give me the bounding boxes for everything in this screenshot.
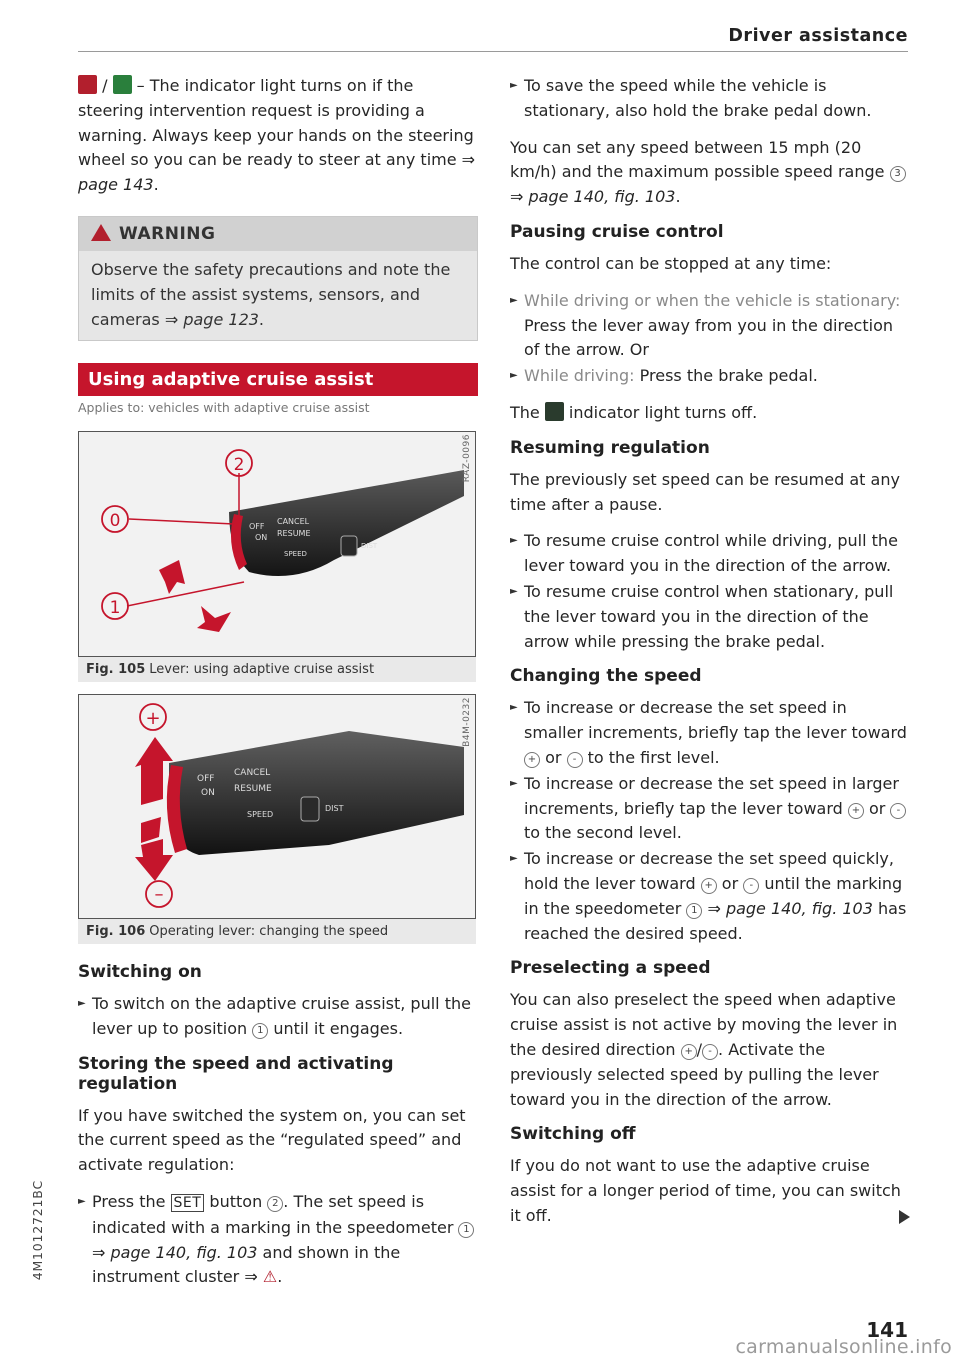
lever-label-on: ON (201, 787, 215, 798)
lever-label-on: ON (255, 532, 268, 542)
list-item: ► To save the speed while the vehicle is stationary, also hold the brake pedal down. (510, 74, 910, 124)
continue-arrow-icon (899, 1210, 910, 1224)
steering-warning-red-icon (78, 75, 97, 94)
list-item: ► To increase or decrease the set speed in smaller increments, briefly tap the lever toward + or - to the first level. (510, 696, 910, 770)
list-item: ► To resume cruise control when stationary, pull the lever toward you in the direction of the arrow while pressing the brake pedal. (510, 580, 910, 654)
lever-label-speed: SPEED (284, 549, 307, 558)
switching-off-paragraph: If you do not want to use the adaptive cruise assist for a longer period of time, you can switch it off. (510, 1154, 910, 1228)
position-marker: 3 (890, 166, 906, 182)
warning-header: WARNING (79, 217, 477, 251)
warning-triangle-icon (91, 224, 111, 241)
cruise-indicator-icon (545, 402, 564, 421)
watermark: carmanualsonline.info (735, 1336, 952, 1358)
figure-106 (78, 694, 476, 919)
marker-1: 1 (109, 597, 121, 618)
indicator-off-paragraph: The indicator light turns off. (510, 402, 758, 422)
plus-marker: + (701, 878, 717, 894)
marker-minus: – (154, 883, 164, 905)
pausing-list (510, 289, 910, 389)
page-ref-link[interactable]: ⇒ page 140, fig. 103 (92, 1242, 258, 1262)
plus-marker: + (848, 803, 864, 819)
position-marker: 1 (458, 1222, 474, 1238)
arrow-down-small (141, 817, 161, 843)
dist-switch (341, 536, 357, 556)
document-code: 4M1012721BC (30, 1180, 45, 1281)
heading-changing-speed: Changing the speed (510, 666, 702, 687)
callout-line (129, 519, 234, 524)
figure-105-caption: Fig. 105 Lever: using adaptive cruise assist (78, 657, 476, 682)
lever-label-cancel: CANCEL (234, 767, 271, 778)
right-column (510, 74, 910, 1241)
warning-ref-icon[interactable]: ⚠ (262, 1267, 278, 1287)
heading-switching-off: Switching off (510, 1124, 636, 1145)
header-divider (78, 51, 908, 52)
heading-pausing: Pausing cruise control (510, 221, 724, 242)
heading-storing-speed: Storing the speed and activating regulation (78, 1053, 394, 1094)
storing-list (78, 1190, 478, 1290)
lever-label-cancel: CANCEL (277, 516, 310, 526)
changing-list (510, 696, 910, 946)
marker-plus: + (145, 707, 161, 729)
marker-0: 0 (109, 510, 121, 531)
list-item: ► Press the SET button 2 . The set speed is indicated with a marking in the speedometer 1 ⇒ page 140, fig. 103 and shown in the instrument cluster ⇒ ⚠. (78, 1190, 478, 1290)
storing-paragraph: If you have switched the system on, you can set the current speed as the “regulated speed” and activate regulation: (78, 1105, 466, 1175)
figure-106-caption: Fig. 106 Operating lever: changing the speed (78, 919, 476, 944)
heading-switching-on: Switching on (78, 961, 202, 982)
page-ref-link[interactable]: ⇒ page 143 (78, 150, 476, 195)
applies-to-note: Applies to: vehicles with adaptive cruise assist (78, 399, 370, 415)
list-item: ► While driving: Press the brake pedal. (510, 364, 910, 389)
plus-marker: + (524, 752, 540, 768)
resuming-paragraph: The previously set speed can be resumed at any time after a pause. (510, 469, 900, 514)
plus-marker: + (681, 1044, 697, 1060)
page-header-title: Driver assistance (728, 26, 908, 46)
list-item: ► To increase or decrease the set speed in larger increments, briefly tap the lever toward + or - to the second level. (510, 772, 910, 846)
position-marker: 2 (267, 1196, 283, 1212)
callout-line (127, 582, 244, 606)
arrow-down-large (135, 839, 173, 881)
section-title-bar: Using adaptive cruise assist (78, 363, 478, 396)
figure-105 (78, 431, 476, 657)
lever-illustration (79, 432, 475, 656)
save-list (510, 74, 910, 124)
list-item: ► While driving or when the vehicle is stationary: Press the lever away from you in the direction of the arrow. Or (510, 289, 910, 363)
speed-range-paragraph: You can set any speed between 15 mph (20 km/h) and the maximum possible speed range 3 ⇒ page 140, fig. 103. (510, 136, 910, 210)
lever-label-off: OFF (249, 521, 265, 531)
lever-speed-illustration (79, 695, 475, 918)
lever-label-resume: RESUME (277, 528, 311, 538)
page-number: 141 (866, 1318, 908, 1342)
figure-code: B4M-0232 (462, 696, 472, 747)
figure-code: RAZ-0096 (462, 433, 472, 483)
intro-paragraph: / – The indicator light turns on if the steering intervention request is providing a warning. Always keep your hands on the steering wheel so you can be ready to steer at any time ⇒ page 143. (78, 76, 476, 195)
arrow-toward (197, 606, 231, 632)
preselecting-paragraph: You can also preselect the speed when adaptive cruise assist is not active by moving the lever in the desired direction + / - . Activate the previously selected speed by pulling the lever toward you in the direction of the arrow. (510, 990, 898, 1109)
minus-marker: - (890, 803, 906, 819)
page-ref-link[interactable]: ⇒ page 123 (164, 309, 259, 329)
steering-warning-green-icon (113, 75, 132, 94)
pausing-paragraph: The control can be stopped at any time: (510, 253, 832, 273)
set-key-label: SET (171, 1194, 205, 1212)
lever-label-resume: RESUME (234, 783, 272, 794)
page-ref-link[interactable]: ⇒ page 140, fig. 103 (510, 187, 676, 207)
page-ref-link[interactable]: ⇒ page 140, fig. 103 (702, 898, 873, 918)
position-marker: 1 (252, 1023, 268, 1039)
left-column (78, 74, 478, 1302)
list-item: ► To increase or decrease the set speed quickly, hold the lever toward + or - until the marking in the speedometer 1 ⇒ page 140, fig. 103 has reached the desired speed. (510, 847, 910, 946)
heading-resuming: Resuming regulation (510, 437, 710, 458)
marker-2: 2 (233, 454, 245, 475)
heading-preselecting: Preselecting a speed (510, 958, 711, 979)
lever-label-dist: DIST (325, 803, 344, 813)
minus-marker: - (743, 878, 759, 894)
position-marker: 1 (686, 903, 702, 919)
lever-label-off: OFF (197, 773, 215, 784)
lever-label-speed: SPEED (247, 809, 274, 819)
minus-marker: - (567, 752, 583, 768)
lever-label-dist: DIST (361, 541, 378, 550)
warning-box (78, 216, 478, 341)
list-item: ► To resume cruise control while driving, pull the lever toward you in the direction of the arrow. (510, 529, 910, 579)
switching-on-list (78, 992, 478, 1042)
minus-marker: - (702, 1044, 718, 1060)
resuming-list (510, 529, 910, 654)
list-item: ► To switch on the adaptive cruise assist, pull the lever up to position 1 until it engages. (78, 992, 478, 1042)
dist-switch (301, 797, 319, 821)
warning-text: Observe the safety precautions and note the limits of the assist systems, sensors, and cameras ⇒ page 123. (79, 251, 477, 340)
arrow-away (159, 560, 185, 594)
